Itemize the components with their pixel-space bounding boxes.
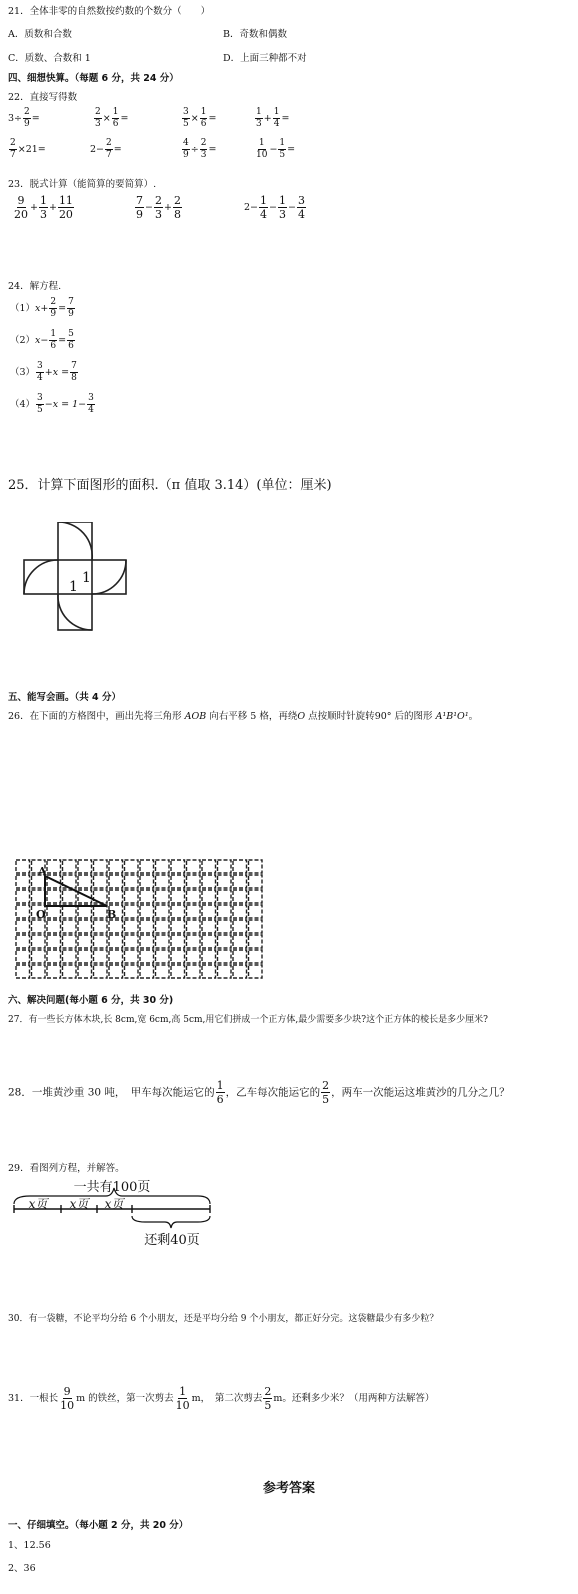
q25-label-2: 1 [69, 579, 78, 595]
q29-segment-diagram [10, 1178, 215, 1250]
answers-title: 参考答案 [262, 1481, 315, 1496]
q23-stem: 23．脱式计算（能简算的要简算）. [8, 179, 157, 190]
q22-item-1: 3÷ $\frac{2}{9}$ = [8, 107, 40, 129]
grid-cell [218, 890, 232, 903]
grid-cell [218, 875, 232, 888]
q24-equation-1: （1）x+ $\frac{2}{9}$ = $\frac{7}{9}$ [10, 297, 74, 319]
grid-cell [218, 965, 232, 978]
q23-expression-1: $\frac{9}{20}$ + $\frac{1}{3}$ + $\frac{11}{20}$ [14, 194, 73, 221]
q24-equation-3: （3） $\frac{3}{4}$ +x = $\frac{7}{8}$ [10, 361, 77, 383]
q31-stem: 31．一根长 $\frac{9}{10}$ m 的铁丝，第一次剪去 $\frac{1}{10}$ m， 第二次剪去 $\frac{2}{5}$ m。还剩多少米？（用两种方法解答） [8, 1385, 435, 1412]
grid-cell [47, 935, 61, 948]
grid-cell [94, 950, 108, 963]
grid-cell [156, 860, 170, 873]
grid-cell [233, 950, 247, 963]
grid-cell [94, 920, 108, 933]
q24-stem: 24．解方程. [8, 281, 62, 292]
q24-equation-2: （2）x− $\frac{1}{6}$ = $\frac{5}{6}$ [10, 329, 74, 351]
grid-cell [218, 920, 232, 933]
grid-cell [47, 950, 61, 963]
grid-cell [233, 935, 247, 948]
grid-cell [47, 890, 61, 903]
grid-cell [140, 950, 154, 963]
grid-cell [32, 920, 46, 933]
grid-cell [156, 905, 170, 918]
q25-pinwheel-figure [20, 522, 132, 634]
grid-cell [140, 905, 154, 918]
grid-cell [202, 965, 216, 978]
grid-cell [249, 905, 263, 918]
answer-2: 2、36 [8, 1563, 36, 1574]
grid-cell [16, 920, 30, 933]
grid-cell [78, 950, 92, 963]
grid-cell [233, 860, 247, 873]
q29-total-label: 一共有100页 [73, 1180, 151, 1195]
grid-cell [156, 935, 170, 948]
q22-item-2: $\frac{2}{3}$ × $\frac{1}{6}$ = [95, 107, 129, 129]
grid-cell [109, 890, 123, 903]
grid-cell [202, 905, 216, 918]
grid-cell [94, 935, 108, 948]
q30-stem: 30．有一袋糖，不论平均分给 6 个小朋友，还是平均分给 9 个小朋友，都正好分完。这袋糖最少有多少粒？ [8, 1314, 439, 1324]
grid-cell [156, 890, 170, 903]
grid-cell [16, 875, 30, 888]
grid-cell [16, 860, 30, 873]
grid-cell [109, 860, 123, 873]
q25-arc-top [58, 522, 92, 560]
grid-cell [125, 890, 139, 903]
grid-cell [63, 965, 77, 978]
grid-cell [187, 860, 201, 873]
grid-cell [16, 935, 30, 948]
grid-cell [202, 890, 216, 903]
grid-cell [171, 965, 185, 978]
grid-cell [202, 860, 216, 873]
grid-cell [218, 860, 232, 873]
grid-cell [202, 920, 216, 933]
q21-option-d: D．上面三种都不对 [223, 53, 307, 64]
q27-stem: 27．有一些长方体木块,长 8cm,宽 6cm,高 5cm,用它们拼成一个正方体,最少需要多少块?这个正方体的棱长是多少厘米? [8, 1015, 488, 1025]
grid-cell [140, 875, 154, 888]
q26-grid-figure [14, 858, 272, 982]
grid-cell [109, 935, 123, 948]
q22-item-5: $\frac{2}{7}$ ×21= [10, 138, 46, 160]
grid-cell [63, 890, 77, 903]
q23-expression-2: $\frac{7}{9}$ − $\frac{2}{3}$ + $\frac{2}{8}$ [136, 194, 181, 221]
grid-cell [78, 860, 92, 873]
grid-cell [249, 875, 263, 888]
q29-stem: 29．看图列方程，并解答。 [8, 1163, 125, 1174]
grid-cell [32, 950, 46, 963]
grid-cell [32, 935, 46, 948]
grid-cell [156, 950, 170, 963]
grid-cell [63, 935, 77, 948]
grid-cell [187, 950, 201, 963]
grid-cell [171, 890, 185, 903]
grid-cell [249, 920, 263, 933]
grid-cell [32, 965, 46, 978]
q22-stem: 22．直接写得数 [8, 92, 78, 103]
grid-cell [140, 860, 154, 873]
grid-cell [233, 890, 247, 903]
grid-cell [156, 875, 170, 888]
grid-cell [47, 920, 61, 933]
grid-cell [249, 950, 263, 963]
section-4-heading: 四、细想快算。（每题 6 分，共 24 分） [8, 73, 179, 84]
q21-option-c: C．质数、合数和 1 [8, 53, 91, 64]
answer-1: 1、12.56 [8, 1540, 51, 1551]
grid-cell [125, 965, 139, 978]
q26-point-a: A [38, 865, 47, 878]
q28-stem: 28．一堆黄沙重 30 吨， 甲车每次能运它的 $\frac{1}{6}$ ，乙车每次能运它的 $\frac{2}{5}$ ，两车一次能运这堆黄沙的几分之几？ [8, 1079, 510, 1106]
section-5-heading: 五、能写会画。（共 4 分） [8, 692, 121, 703]
grid-cell [187, 890, 201, 903]
q25-arc-bottom [58, 594, 92, 630]
grid-cell [171, 920, 185, 933]
q29-segment-1: x页 [28, 1197, 48, 1211]
grid-cell [202, 935, 216, 948]
grid-cell [171, 860, 185, 873]
grid-cell [63, 920, 77, 933]
grid-cell [125, 905, 139, 918]
grid-cell [171, 950, 185, 963]
grid-cell [218, 935, 232, 948]
q22-item-4: $\frac{1}{3}$ + $\frac{1}{4}$ = [256, 107, 290, 129]
grid-cell [233, 920, 247, 933]
grid-cell [249, 860, 263, 873]
grid-cell [109, 875, 123, 888]
grid-cell [187, 875, 201, 888]
grid-cell [140, 890, 154, 903]
grid-cell [218, 905, 232, 918]
q25-label-1: 1 [82, 570, 91, 586]
grid-cell [78, 920, 92, 933]
grid-cell [218, 950, 232, 963]
grid-cell [202, 950, 216, 963]
grid-cell [78, 965, 92, 978]
q25-arc-left [24, 560, 58, 594]
grid-cell [47, 965, 61, 978]
grid-cell [125, 920, 139, 933]
grid-cell [187, 935, 201, 948]
grid-cell [171, 905, 185, 918]
grid-cell [187, 905, 201, 918]
grid-cell [94, 965, 108, 978]
grid-cell [47, 860, 61, 873]
q22-item-8: $\frac{1}{10}$ − $\frac{1}{5}$ = [256, 138, 296, 160]
q29-segment-2: x页 [69, 1197, 89, 1211]
grid-cell [94, 860, 108, 873]
grid-cell [109, 965, 123, 978]
q22-item-7: $\frac{4}{9}$ ÷ $\frac{2}{3}$ = [183, 138, 217, 160]
grid-cell [16, 965, 30, 978]
grid-cell [140, 920, 154, 933]
grid-cell [233, 875, 247, 888]
grid-cell [171, 875, 185, 888]
q21-option-a: A．质数和合数 [8, 29, 72, 40]
q26-point-o: O [36, 908, 46, 921]
grid-cell [233, 905, 247, 918]
grid-cell [156, 965, 170, 978]
grid-cell [187, 965, 201, 978]
grid-cell [63, 860, 77, 873]
grid-cell [109, 920, 123, 933]
grid-cell [16, 950, 30, 963]
grid-cell [78, 935, 92, 948]
grid-cell [187, 920, 201, 933]
grid-cell [171, 935, 185, 948]
grid-cell [249, 890, 263, 903]
grid-cell [94, 875, 108, 888]
q26-stem: 26．在下面的方格图中，画出先将三角形 AOB 向右平移 5 格，再绕O 点按顺时针旋转90° 后的图形 A¹B¹O¹。 [8, 711, 479, 722]
q22-item-3: $\frac{3}{5}$ × $\frac{1}{6}$ = [183, 107, 217, 129]
grid-cell [233, 965, 247, 978]
q25-arc-right [92, 560, 126, 594]
grid-cell [125, 860, 139, 873]
q23-expression-3: 2− $\frac{1}{4}$ − $\frac{1}{3}$ − $\frac{3}{4}$ [244, 194, 305, 221]
grid-cell [16, 890, 30, 903]
grid-cell [125, 950, 139, 963]
grid-cell [109, 950, 123, 963]
grid-cell [32, 890, 46, 903]
grid-cell [140, 935, 154, 948]
q21-option-b: B．奇数和偶数 [223, 29, 287, 40]
section-6-heading: 六、解决问题(每小题 6 分，共 30 分) [8, 995, 174, 1006]
grid-cell [125, 875, 139, 888]
q22-item-6: 2− $\frac{2}{7}$ = [90, 138, 122, 160]
grid-cell [63, 950, 77, 963]
q24-equation-4: （4） $\frac{3}{5}$ −x = 1− $\frac{3}{4}$ [10, 393, 94, 415]
grid-cell [156, 920, 170, 933]
grid-cell [78, 875, 92, 888]
q29-bottom-brace [132, 1216, 210, 1228]
grid-cell [202, 875, 216, 888]
q29-segment-3: x页 [104, 1197, 124, 1211]
grid-cell [125, 935, 139, 948]
grid-cell [140, 965, 154, 978]
answers-section-1-heading: 一、仔细填空。（每小题 2 分，共 20 分） [8, 1520, 189, 1531]
grid-cell [249, 965, 263, 978]
grid-cell [249, 935, 263, 948]
q25-stem: 25．计算下面图形的面积.（π 值取 3.14）(单位：厘米) [8, 478, 332, 493]
q21-stem: 21．全体非零的自然数按约数的个数分（ ） [8, 6, 211, 17]
q26-dashed-grid [16, 860, 262, 978]
q29-remaining-label: 还剩40页 [144, 1233, 200, 1248]
q26-point-b: B [107, 908, 117, 921]
grid-cell [16, 905, 30, 918]
